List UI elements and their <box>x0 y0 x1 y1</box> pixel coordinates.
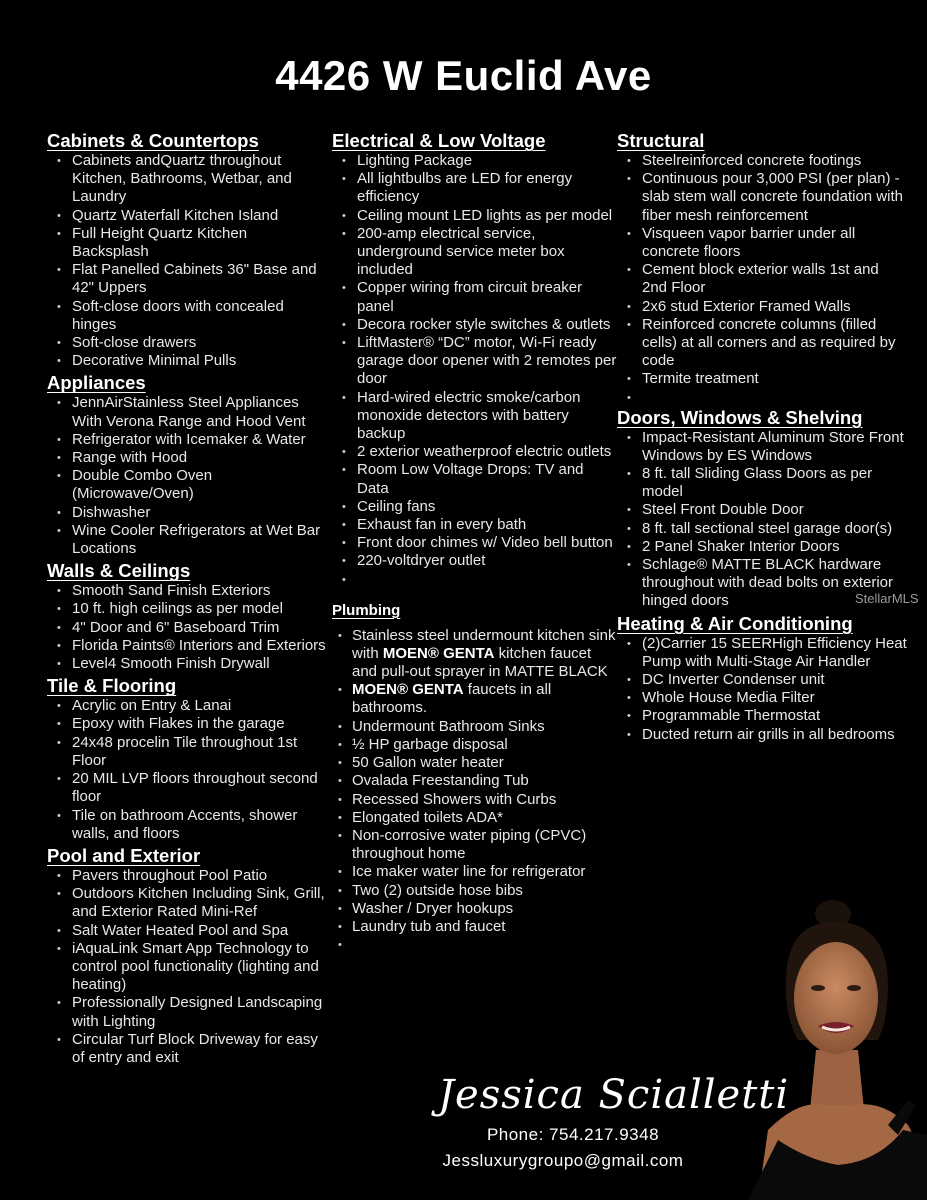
list-item: • Room Low Voltage Drops: TV and Data <box>332 461 617 497</box>
list-item: • Non-corrosive water piping (CPVC) throughout home <box>332 827 617 863</box>
section-title: Doors, Windows & Shelving <box>617 406 863 428</box>
section-doors <box>617 407 907 611</box>
list-item <box>332 627 617 682</box>
list-item: • Whole House Media Filter <box>617 689 907 707</box>
list-item: • Two (2) outside hose bibs <box>332 882 617 900</box>
list-item: • Cement block exterior walls 1st and 2nd Floor <box>617 261 907 297</box>
section-title: Walls & Ceilings <box>47 560 191 582</box>
agent-phone[interactable]: Phone: 754.217.9348 <box>486 1125 660 1144</box>
list-item-empty <box>332 936 617 952</box>
agent-email[interactable]: Jessluxurygroupo@gmail.com <box>442 1151 684 1170</box>
list-item: • Ceiling fans <box>332 498 617 516</box>
list-item: • Schlage® MATTE BLACK hardware throughout with dead bolts on exterior hinged doors <box>617 556 907 611</box>
section-plumbing <box>332 601 617 952</box>
list-item: • 20 MIL LVP floors throughout second floor <box>47 770 327 806</box>
section-title: Electrical & Low Voltage <box>332 130 546 151</box>
section-structural <box>617 130 907 405</box>
section-pool <box>47 845 327 1067</box>
list-item: • Steelreinforced concrete footings <box>617 152 907 170</box>
list-item: • 24x48 procelin Tile throughout 1st Floor <box>47 734 327 770</box>
list-item: • Range with Hood <box>47 449 327 467</box>
list-item <box>332 681 617 717</box>
list-item: • Cabinets andQuartz throughout Kitchen, Bathrooms, Wetbar, and Laundry <box>47 152 327 207</box>
list-item: • LiftMaster® “DC” motor, Wi-Fi ready garage door opener with 2 remotes per door <box>332 334 617 389</box>
list-item: • ½ HP garbage disposal <box>332 736 617 754</box>
list-item: • 8 ft. tall sectional steel garage door(s) <box>617 520 907 538</box>
list-item: • Continuous pour 3,000 PSI (per plan) - slab stem wall concrete foundation with fiber mesh reinforcement <box>617 170 907 225</box>
list-item: • Refrigerator with Icemaker & Water <box>47 431 327 449</box>
list-item: • (2)Carrier 15 SEERHigh Efficiency Heat Pump with Multi-Stage Air Handler <box>617 635 907 671</box>
agent-signature: Jessica Scialletti <box>438 1072 790 1118</box>
list-item: • Ovalada Freestanding Tub <box>332 772 617 790</box>
section-title: Heating & Air Conditioning <box>617 612 853 634</box>
list-item: • Ceiling mount LED lights as per model <box>332 207 617 225</box>
section-walls <box>47 560 327 673</box>
list-item: • 2x6 stud Exterior Framed Walls <box>617 298 907 316</box>
list-item: • Epoxy with Flakes in the garage <box>47 715 327 733</box>
list-item: • JennAirStainless Steel Appliances With Verona Range and Hood Vent <box>47 394 327 430</box>
agent-photo <box>738 900 927 1200</box>
list-item: • Lighting Package <box>332 152 617 170</box>
list-item: • Decora rocker style switches & outlets <box>332 316 617 334</box>
list-item: • Laundry tub and faucet <box>332 918 617 936</box>
list-item: • 200-amp electrical service, underground service meter box included <box>332 225 617 280</box>
list-item: • Tile on bathroom Accents, shower walls, and floors <box>47 807 327 843</box>
list-item: • Washer / Dryer hookups <box>332 900 617 918</box>
page-title: 4426 W Euclid Ave <box>275 52 652 99</box>
list-item: • Double Combo Oven (Microwave/Oven) <box>47 467 327 503</box>
list-item: • Full Height Quartz Kitchen Backsplash <box>47 225 327 261</box>
list-item: • Salt Water Heated Pool and Spa <box>47 922 327 940</box>
list-item: • Level4 Smooth Finish Drywall <box>47 655 327 673</box>
list-item: • Dishwasher <box>47 504 327 522</box>
list-item: • Termite treatment <box>617 370 907 388</box>
list-item: • Ice maker water line for refrigerator <box>332 863 617 881</box>
column-left <box>47 128 327 1069</box>
list-item: • 50 Gallon water heater <box>332 754 617 772</box>
list-item: • Impact-Resistant Aluminum Store Front Windows by ES Windows <box>617 429 907 465</box>
list-item: • iAquaLink Smart App Technology to control pool functionality (lighting and heating) <box>47 940 327 995</box>
list-item: • Programmable Thermostat <box>617 707 907 725</box>
list-item: • Undermount Bathroom Sinks <box>332 718 617 736</box>
list-item: • Florida Paints® Interiors and Exteriors <box>47 637 327 655</box>
section-title: Cabinets & Countertops <box>47 130 259 151</box>
section-electrical <box>332 130 617 587</box>
list-item: • 2 Panel Shaker Interior Doors <box>617 538 907 556</box>
list-item: • 8 ft. tall Sliding Glass Doors as per model <box>617 465 907 501</box>
list-item: • Acrylic on Entry & Lanai <box>47 697 327 715</box>
list-item: • Steel Front Double Door <box>617 501 907 519</box>
section-cabinets <box>47 130 327 370</box>
list-item: • Reinforced concrete columns (filled cells) at all corners and as required by code <box>617 316 907 371</box>
list-item: • Hard-wired electric smoke/carbon monoxide detectors with battery backup <box>332 389 617 444</box>
section-appliances <box>47 372 327 558</box>
list-item: • Pavers throughout Pool Patio <box>47 867 327 885</box>
section-title: Pool and Exterior <box>47 844 201 866</box>
list-item: • 4" Door and 6" Baseboard Trim <box>47 619 327 637</box>
list-item: • All lightbulbs are LED for energy efficiency <box>332 170 617 206</box>
item-text: Stainless steel undermount kitchen sink with <box>352 626 616 662</box>
list-item: • Exhaust fan in every bath <box>332 516 617 534</box>
list-item: • 2 exterior weatherproof electric outlets <box>332 443 617 461</box>
section-tile <box>47 675 327 843</box>
list-item-empty <box>332 571 617 587</box>
section-title: Appliances <box>47 372 146 394</box>
list-item: • Soft-close doors with concealed hinges <box>47 298 327 334</box>
list-item: • Wine Cooler Refrigerators at Wet Bar Locations <box>47 522 327 558</box>
list-item: • Ducted return air grills in all bedrooms <box>617 726 907 744</box>
list-item: • Quartz Waterfall Kitchen Island <box>47 207 327 225</box>
brand-text: MOEN® GENTA <box>352 681 464 699</box>
item-text: faucets in all bathrooms. <box>352 681 552 717</box>
column-right <box>617 128 907 746</box>
list-item: • 10 ft. high ceilings as per model <box>47 600 327 618</box>
list-item: • Professionally Designed Landscaping with Lighting <box>47 994 327 1030</box>
watermark: StellarMLS <box>855 591 919 606</box>
section-title: Structural <box>617 130 705 151</box>
item-text: kitchen faucet and pull-out sprayer in MATTE BLACK <box>352 644 608 681</box>
brand-text: MOEN® GENTA <box>382 644 495 662</box>
list-item: • Front door chimes w/ Video bell button <box>332 534 617 552</box>
section-hvac <box>617 613 907 744</box>
list-item: • Smooth Sand Finish Exteriors <box>47 582 327 600</box>
section-title: Plumbing <box>332 601 401 619</box>
list-item: • Elongated toilets ADA* <box>332 809 617 827</box>
column-middle <box>332 128 617 954</box>
section-title: Tile & Flooring <box>47 675 177 697</box>
list-item: • DC Inverter Condenser unit <box>617 671 907 689</box>
list-item: • Copper wiring from circuit breaker panel <box>332 279 617 315</box>
list-item: • Outdoors Kitchen Including Sink, Grill, and Exterior Rated Mini-Ref <box>47 885 327 921</box>
list-item: • Circular Turf Block Driveway for easy of entry and exit <box>47 1031 327 1067</box>
list-item: • Visqueen vapor barrier under all concrete floors <box>617 225 907 261</box>
list-item: • Recessed Showers with Curbs <box>332 791 617 809</box>
list-item: • 220-voltdryer outlet <box>332 552 617 570</box>
list-item: • Soft-close drawers <box>47 334 327 352</box>
list-item: • Flat Panelled Cabinets 36" Base and 42" Uppers <box>47 261 327 297</box>
list-item-empty <box>617 389 907 405</box>
list-item: • Decorative Minimal Pulls <box>47 352 327 370</box>
